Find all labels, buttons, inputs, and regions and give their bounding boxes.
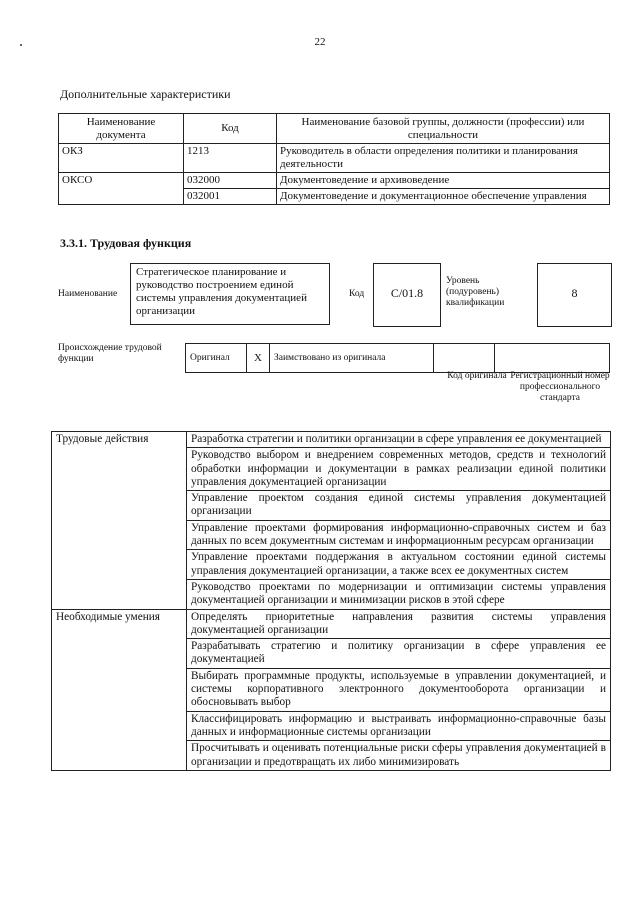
table-row [52, 432, 611, 448]
cell-doc: ОКСО [59, 173, 184, 205]
function-details-table [51, 431, 611, 771]
table-row [59, 173, 610, 189]
skill-item: Классифицировать информацию и выстраивать информационно-справочные базы данных и информационные системы организации [187, 711, 611, 741]
cell-code: 032000 [184, 173, 277, 189]
labor-action-item: Руководство выбором и внедрением современных методов, средств и технологий обработки информации и документации в рамках реализации единой политики управления документацией организации [187, 448, 611, 491]
labor-action-item: Управление проектами формирования информационно-справочных систем и баз данных по всем документным системам и информационным ресурсам организации [187, 520, 611, 550]
header-code: Код [184, 114, 277, 144]
name-label: Наименование [58, 289, 118, 299]
skill-item: Разрабатывать стратегию и политику организации в сфере управления ее документацией [187, 639, 611, 669]
function-name-box: Стратегическое планирование и руководство построением единой системы управления документацией организации [130, 263, 330, 325]
code-original-caption: Код оригинала [447, 371, 507, 381]
reg-number-caption: Регистрационный номер профессионального стандарта [510, 371, 610, 403]
cell-name: Руководитель в области определения политики и планирования деятельности [277, 144, 610, 173]
labor-action-item: Разработка стратегии и политики организации в сфере управления ее документацией [187, 432, 611, 448]
origin-label: Происхождение трудовой функции [58, 343, 162, 364]
section-heading: 3.3.1. Трудовая функция [60, 236, 192, 250]
origin-reg-cell [495, 344, 610, 373]
cell-name: Документоведение и документационное обеспечение управления [277, 189, 610, 205]
additional-title: Дополнительные характеристики [60, 87, 231, 101]
skill-item: Выбирать программные продукты, используемые в управлении документацией, и системы корпоративного электронного документооборота организации и обосновывать выбор [187, 668, 611, 711]
header-name: Наименование базовой группы, должности (профессии) или специальности [277, 114, 610, 144]
skill-item: Просчитывать и оценивать потенциальные риски сферы управления документацией в организации и предотвращать их либо минимизировать [187, 741, 611, 771]
level-label: Уровень (подуровень) квалификации [446, 276, 505, 308]
cell-code: 032001 [184, 189, 277, 205]
cell-code: 1213 [184, 144, 277, 173]
code-value-box: С/01.8 [373, 263, 441, 327]
header-document: Наименование документа [59, 114, 184, 144]
labor-action-item: Руководство проектами по модернизации и оптимизации системы управления документацией организации и минимизации рисков в этой сфере [187, 579, 611, 609]
origin-mark: X [247, 344, 270, 373]
skill-item: Определять приоритетные направления развития системы управления документацией организации [187, 609, 611, 639]
page-number: 22 [314, 36, 326, 48]
additional-characteristics-table [58, 113, 610, 205]
origin-borrowed: Заимствовано из оригинала [270, 344, 434, 373]
labor-action-item: Управление проектом создания единой системы управления документацией организации [187, 491, 611, 521]
origin-code-cell [434, 344, 495, 373]
labor-action-item: Управление проектами поддержания в актуальном состоянии единой системы управления документацией организации, а также всех ее документных систем [187, 550, 611, 580]
origin-original: Оригинал [186, 344, 247, 373]
table-row [59, 144, 610, 173]
skills-label: Необходимые умения [52, 609, 187, 770]
labor-actions-label: Трудовые действия [52, 432, 187, 610]
origin-table [185, 343, 610, 373]
level-value-box: 8 [537, 263, 612, 327]
scan-dot [20, 44, 22, 46]
cell-name: Документоведение и архивоведение [277, 173, 610, 189]
cell-doc: ОКЗ [59, 144, 184, 173]
table-row [52, 609, 611, 639]
code-label: Код [349, 289, 365, 299]
